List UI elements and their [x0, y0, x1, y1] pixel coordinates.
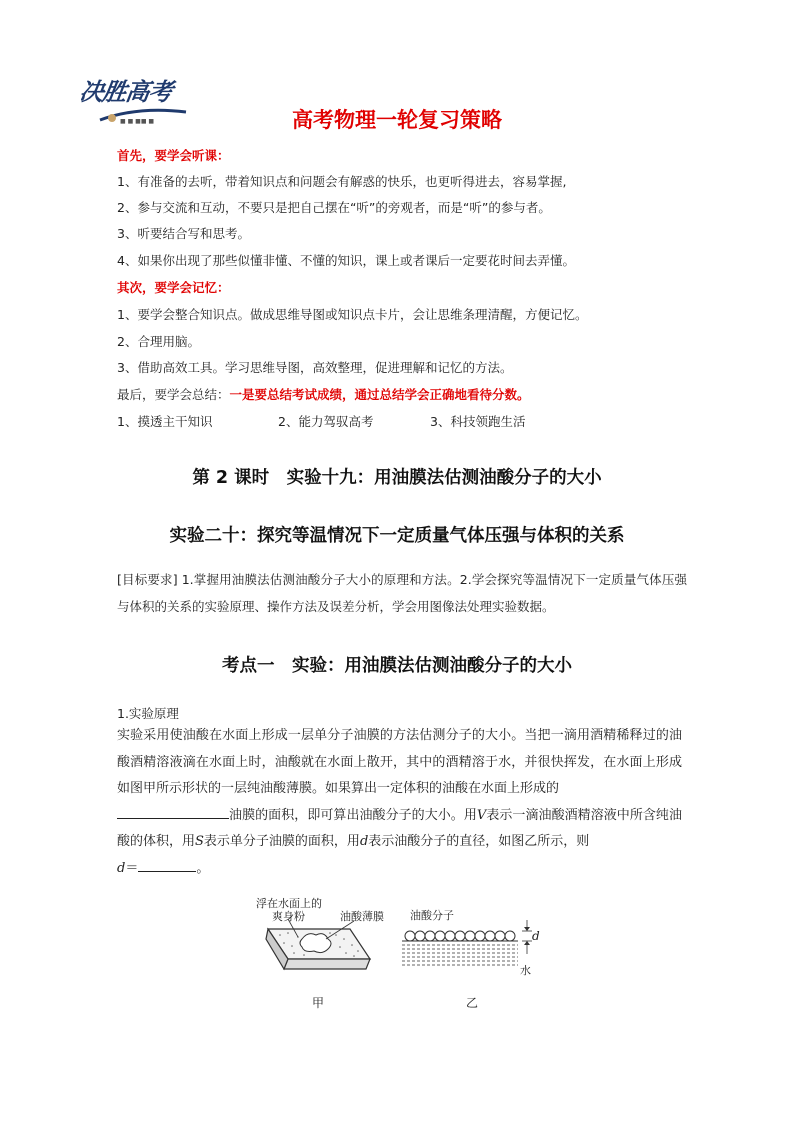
principle-text-3: 表示一滴油酸酒精溶液中所含纯油酸的体积，用 [117, 807, 682, 849]
section3-item-2: 2、能力驾驭高考 [278, 414, 374, 429]
objectives-text: 1.掌握用油膜法估测油酸分子大小的原理和方法。2.学会探究等温情况下一定质量气体压强与体积的关系的实验原理、操作方法及误差分析，学会用图像法处理实验数据。 [117, 572, 687, 614]
oil-film [300, 934, 331, 953]
principle-text-5: 表示油酸分子的直径，如图乙所示，则 [368, 834, 590, 849]
formula-period: 。 [196, 860, 210, 876]
lesson-title-1: 第 2 课时 实验十九：用油膜法估测油酸分子的大小 [192, 468, 602, 488]
objectives-label: [目标要求] [117, 572, 178, 587]
label-oil-film: 油酸薄膜 [340, 910, 384, 923]
var-v: V [476, 807, 487, 823]
principle-text-2: 油膜的面积，即可算出油酸分子的大小。用 [229, 807, 477, 823]
section1-item-4: 4、如果你出现了那些似懂非懂、不懂的知识，课上或者课后一定要花时间去弄懂。 [117, 253, 575, 268]
principle-heading: 1.实验原理 [117, 706, 179, 721]
logo-subtext: ■ ■ ■■ ■ [120, 118, 155, 125]
principle-paragraph [117, 723, 682, 882]
objectives [117, 567, 687, 620]
label-powder-2: 爽身粉 [272, 910, 305, 923]
lesson-title-2: 实验二十：探究等温情况下一定质量气体压强与体积的关系 [169, 526, 625, 546]
var-d: d [359, 834, 369, 849]
formula-lhs: d [117, 860, 126, 876]
answer-blank-1[interactable] [117, 804, 229, 819]
caption-yi: 乙 [466, 996, 479, 1010]
tray-front [284, 959, 370, 969]
principle-text-1: 实验采用使油酸在水面上形成一层单分子油膜的方法估测分子的大小。当把一滴用酒精稀释过的油酸酒精溶液滴在水面上时，油酸就在水面上散开，其中的酒精溶于水，并很快挥发，在水面上形成如图甲所示形状的一层纯油酸薄膜。如果算出一定体积的油酸在水面上形成的 [117, 728, 682, 796]
section2-heading: 其次，要学会记忆： [117, 280, 230, 295]
principle-text-4: 表示单分子油膜的面积，用 [203, 834, 360, 849]
label-molecule: 油酸分子 [410, 909, 454, 922]
section3-emphasis: 一是要总结考试成绩，通过总结学会正确地看待分数。 [229, 387, 530, 402]
section1-item-1: 1、有准备的去听，带着知识点和问题会有解惑的快乐，也更听得进去，容易掌握, [117, 174, 567, 189]
var-s: S [195, 834, 204, 849]
section2-item-3: 3、借助高效工具。学习思维导图，高效整理，促进理解和记忆的方法。 [117, 360, 513, 375]
section3-line [117, 385, 530, 403]
section1-item-3: 3、听要结合写和思考。 [117, 226, 250, 241]
kaodian-title: 考点一 实验：用油膜法估测油酸分子的大小 [222, 656, 572, 676]
label-water: 水 [520, 964, 531, 977]
page-title: 高考物理一轮复习策略 [292, 108, 502, 132]
water-lines [402, 945, 518, 965]
logo-text: 决胜高考 [77, 77, 174, 106]
label-d: d [532, 929, 540, 943]
answer-blank-2[interactable] [138, 857, 196, 872]
section1-heading: 首先，要学会听课： [117, 148, 230, 163]
caption-jia: 甲 [312, 996, 325, 1010]
section1-item-2: 2、参与交流和互动，不要只是把自己摆在“听”的旁观者，而是“听”的参与者。 [117, 200, 551, 215]
molecule-row [405, 931, 515, 941]
label-powder-1: 浮在水面上的 [256, 897, 322, 910]
section2-item-1: 1、要学会整合知识点。做成思维导图或知识点卡片，会让思维条理清醒，方便记忆。 [117, 307, 588, 322]
section3-item-3: 3、科技领跑生活 [430, 414, 526, 429]
section3-prefix: 最后，要学会总结： [117, 387, 230, 402]
formula-eq: ＝ [125, 860, 139, 876]
section3-item-1: 1、摸透主干知识 [117, 414, 213, 429]
section2-item-2: 2、合理用脑。 [117, 334, 200, 349]
